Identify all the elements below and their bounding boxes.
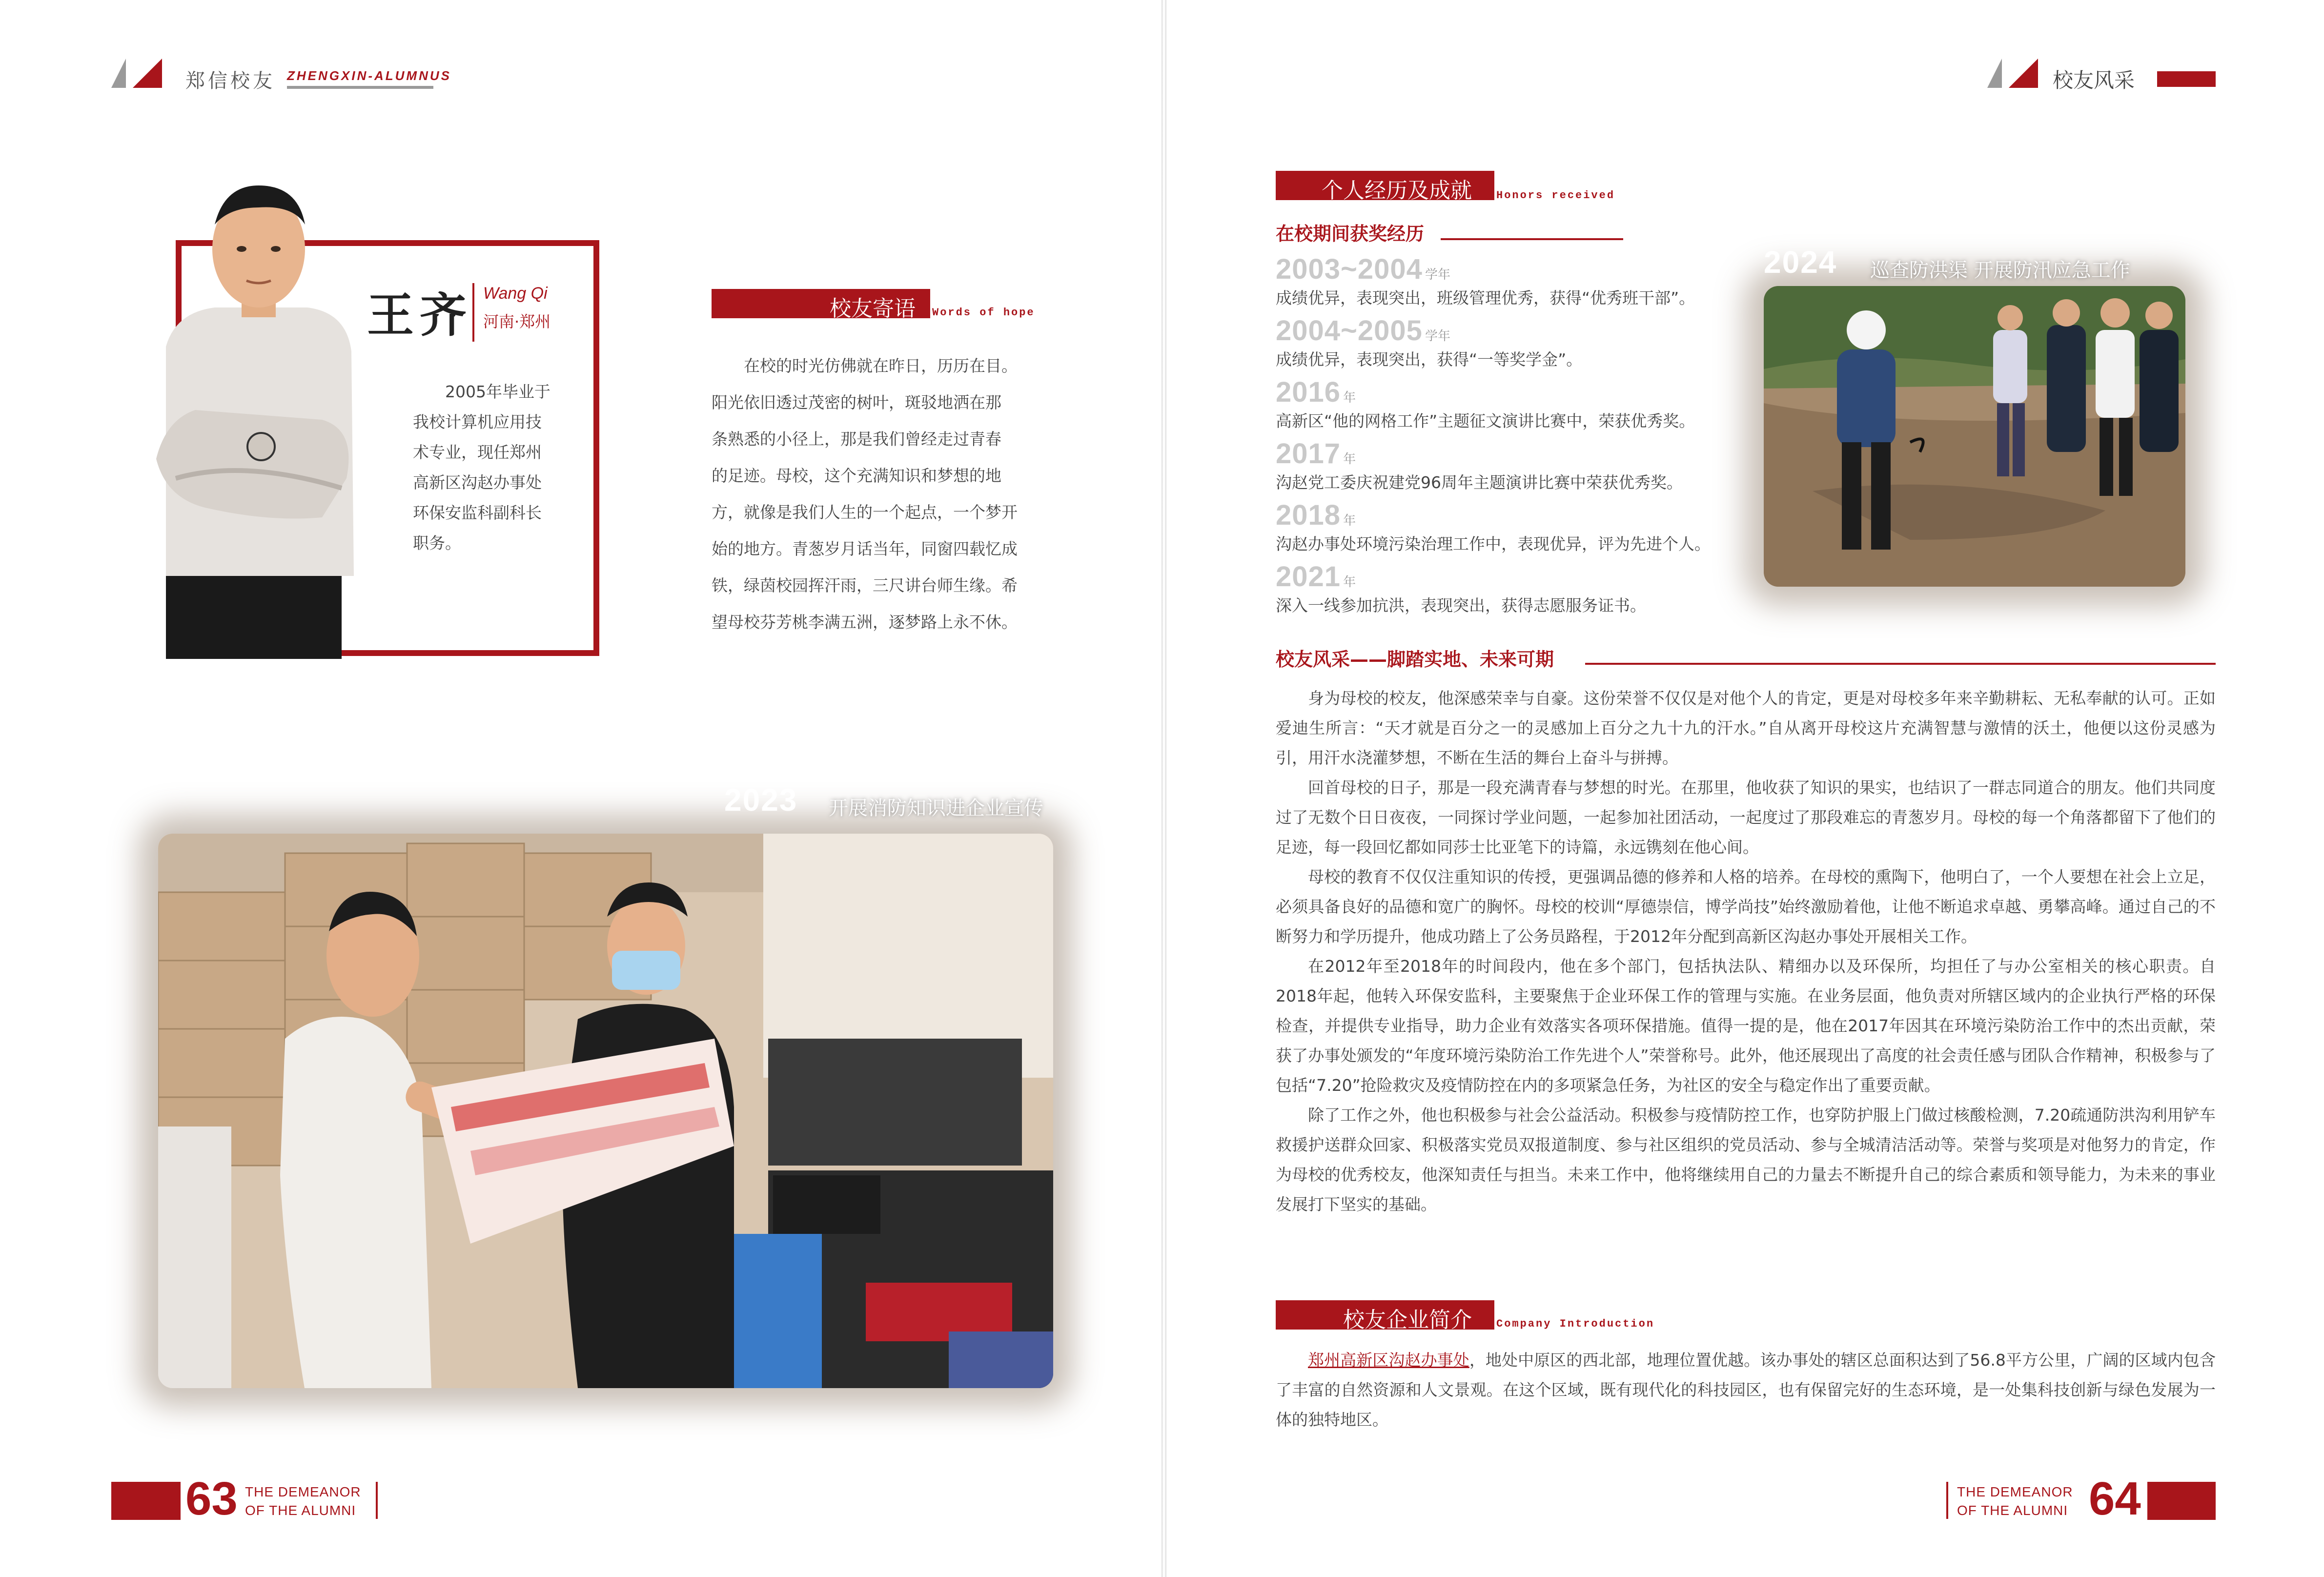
demeanor-body	[1276, 683, 2216, 1219]
header-bar-right	[2157, 71, 2216, 87]
hope-line: 始的地方。青葱岁月话当年，同窗四载忆成	[712, 539, 1018, 558]
award-desc: 高新区“他的网格工作”主题征文演讲比赛中，荣获优秀奖。	[1276, 411, 1695, 430]
alumni-name-en: Wang Qi	[483, 284, 548, 303]
header-triangle-gray	[1987, 59, 2002, 88]
company-title-en: Company Introduction	[1496, 1318, 1655, 1330]
award-year: 2017	[1276, 438, 1341, 470]
award-year: 2018	[1276, 499, 1341, 531]
hope-line: 铁，绿茵校园挥汗雨，三尺讲台师生缘。希	[712, 576, 1018, 595]
bio-line: 术专业，现任郑州	[413, 443, 542, 462]
demeanor-paragraph: 身为母校的校友，他深感荣幸与自豪。这份荣誉不仅仅是对他个人的肯定，更是对母校多年来辛勤耕耘、无私奉献的认可。正如爱迪生所言：“天才就是百分之一的灵感加上百分之九十九的汗水。”自从离开母校这片充满智慧与激情的沃土，他便以这份灵感为引，用汗水浇灌梦想，不断在生活的舞台上奋斗与拼搏。	[1276, 689, 2216, 767]
header-subtitle: ZHENGXIN-ALUMNUS	[287, 68, 451, 83]
footer-text-right	[1957, 1483, 2073, 1520]
hope-line: 方，就像是我们人生的一个起点，一个梦开	[712, 503, 1018, 522]
experience-subtitle: 在校期间获奖经历	[1276, 223, 1425, 245]
name-divider	[472, 283, 474, 342]
award-desc: 成绩优异，表现突出，获得“一等奖学金”。	[1276, 350, 1583, 369]
photo-2024-image	[1764, 286, 2185, 587]
page-gutter	[1162, 0, 1166, 1577]
portrait-photo	[146, 166, 371, 659]
photo-2024-caption: 巡查防洪渠 开展防汛应急工作	[1870, 259, 2130, 282]
hope-line: 的足迹。母校，这个充满知识和梦想的地	[712, 466, 1001, 485]
company-text: ，地处中原区的西北部，地理位置优越。该办事处的辖区总面积达到了56.8平方公里，广阔的区域内包含了丰富的自然资源和人文景观。在这个区域，既有现代化的科技园区，也有保留完好的生态环境，是一处集科技创新与绿色发展为一体的独特地区。	[1276, 1351, 2216, 1429]
header-triangle-red	[2009, 59, 2038, 88]
award-desc: 深入一线参加抗洪，表现突出，获得志愿服务证书。	[1276, 596, 1646, 615]
award-year: 2016	[1276, 376, 1341, 408]
hope-line: 在校的时光仿佛就在昨日，历历在目。	[744, 356, 1018, 375]
demeanor-paragraph: 回首母校的日子，那是一段充满青春与梦想的时光。在那里，他收获了知识的果实，也结识了一群志同道合的朋友。他们共同度过了无数个日日夜夜，一同探讨学业问题，一起参加社团活动，一起度过了那段难忘的青葱岁月。母校的每一个角落都留下了他们的足迹，每一段回忆都如同莎士比亚笔下的诗篇，永远镌刻在他心间。	[1276, 778, 2216, 857]
award-desc: 成绩优异，表现突出，班级管理优秀，获得“优秀班干部”。	[1276, 288, 1695, 307]
footer-text-left	[245, 1483, 361, 1520]
company-title: 校友企业简介	[1343, 1308, 1472, 1332]
profile-bio	[413, 377, 579, 558]
company-body	[1276, 1345, 2216, 1434]
hope-text	[712, 348, 1053, 640]
footer-line2: OF THE ALUMNI	[245, 1503, 356, 1518]
bio-line: 我校计算机应用技	[413, 412, 542, 431]
photo-2023-year: 2023	[724, 782, 798, 818]
header-section-title: 校友风采	[2053, 68, 2135, 92]
award-entry	[1276, 253, 1734, 314]
experience-subtitle-rule	[1441, 238, 1623, 240]
award-entry	[1276, 437, 1734, 499]
hope-title-en: Words of hope	[932, 307, 1035, 319]
alumni-name-cn: 王齐	[367, 287, 472, 343]
bio-line: 高新区沟赵办事处	[413, 473, 542, 492]
award-entry	[1276, 499, 1734, 560]
award-unit: 学年	[1425, 267, 1451, 282]
hope-line: 条熟悉的小径上，那是我们曾经走过青春	[712, 430, 1001, 449]
header-triangle-red	[133, 59, 162, 88]
award-unit: 学年	[1425, 329, 1451, 344]
footer-bar-left	[111, 1482, 181, 1520]
hope-line: 望母校芬芳桃李满五洲，逐梦路上永不休。	[712, 613, 1018, 632]
footer-line1: THE DEMEANOR	[245, 1484, 361, 1499]
awards-list	[1276, 253, 1734, 622]
bio-line: 职务。	[413, 533, 461, 553]
header-title: 郑信校友	[185, 70, 275, 92]
header-triangle-gray	[111, 59, 126, 88]
bio-line: 2005年毕业于	[445, 382, 550, 401]
alumni-place: 河南·郑州	[483, 312, 551, 331]
experience-title-en: Honors received	[1496, 189, 1615, 202]
bio-line: 环保安监科副科长	[413, 503, 542, 522]
page-number-64: 64	[2089, 1473, 2141, 1525]
footer-line1: THE DEMEANOR	[1957, 1484, 2073, 1499]
award-desc: 沟赵党工委庆祝建党96周年主题演讲比赛中荣获优秀奖。	[1276, 473, 1683, 492]
award-unit: 年	[1343, 452, 1356, 467]
demeanor-paragraph: 除了工作之外，他也积极参与社会公益活动。积极参与疫情防控工作，也穿防护服上门做过核酸检测，7.20疏通防洪沟利用铲车救援护送群众回家、积极落实党员双报道制度、参与社区组织的党员活动、参与全城清洁活动等。荣誉与奖项是对他努力的肯定，作为母校的优秀校友，他深知责任与担当。未来工作中，他将继续用自己的力量去不断提升自己的综合素质和领导能力，为未来的事业发展打下坚实的基础。	[1276, 1106, 2216, 1214]
award-year: 2021	[1276, 561, 1341, 593]
photo-2023-image	[158, 834, 1053, 1388]
footer-divider-right	[1946, 1482, 1948, 1519]
demeanor-paragraph: 在2012年至2018年的时间段内，他在多个部门，包括执法队、精细办以及环保所，均担任了与办公室相关的核心职责。自2018年起，他转入环保安监科，主要聚焦于企业环保工作的管理与实施。在业务层面，他负责对所辖区域内的企业执行严格的环保检查，并提供专业指导，助力企业有效落实各项环保措施。值得一提的是，他在2017年因其在环境污染防治工作中的杰出贡献，荣获了办事处颁发的“年度环境污染防治工作先进个人”荣誉称号。此外，他还展现出了高度的社会责任感与团队合作精神，积极参与了包括“7.20”抢险救灾及疫情防控在内的多项紧急任务，为社区的安全与稳定作出了重要贡献。	[1276, 957, 2216, 1095]
award-entry	[1276, 376, 1734, 437]
demeanor-title-rule	[1585, 663, 2216, 665]
award-unit: 年	[1343, 575, 1356, 590]
company-name-link[interactable]: 郑州高新区沟赵办事处	[1308, 1351, 1469, 1370]
page-number-63: 63	[185, 1473, 238, 1525]
award-year: 2003~2004	[1276, 253, 1423, 285]
photo-2023-caption: 开展消防知识进企业宣传	[829, 797, 1043, 819]
hope-line: 阳光依旧透过茂密的树叶，斑驳地洒在那	[712, 393, 1001, 412]
award-entry	[1276, 314, 1734, 376]
footer-bar-right	[2147, 1482, 2216, 1520]
award-year: 2004~2005	[1276, 315, 1423, 347]
photo-2024	[1764, 286, 2185, 587]
award-desc: 沟赵办事处环境污染治理工作中，表现优异，评为先进个人。	[1276, 534, 1711, 553]
photo-2024-year: 2024	[1764, 245, 1837, 280]
footer-divider-left	[376, 1482, 378, 1519]
header-rule	[287, 86, 433, 89]
photo-2023	[158, 834, 1053, 1388]
footer-line2: OF THE ALUMNI	[1957, 1503, 2068, 1518]
award-unit: 年	[1343, 513, 1356, 528]
award-entry	[1276, 560, 1734, 622]
experience-title: 个人经历及成就	[1322, 178, 1472, 203]
demeanor-paragraph: 母校的教育不仅仅注重知识的传授，更强调品德的修养和人格的培养。在母校的熏陶下，他明白了，一个人要想在社会上立足，必须具备良好的品德和宽广的胸怀。母校的校训“厚德崇信，博学尚技”始终激励着他，让他不断追求卓越、勇攀高峰。通过自己的不断努力和学历提升，他成功踏上了公务员路程，于2012年分配到高新区沟赵办事处开展相关工作。	[1276, 867, 2216, 946]
hope-title: 校友寄语	[830, 296, 916, 321]
demeanor-title: 校友风采——脚踏实地、未来可期	[1276, 649, 1554, 670]
award-unit: 年	[1343, 390, 1356, 405]
